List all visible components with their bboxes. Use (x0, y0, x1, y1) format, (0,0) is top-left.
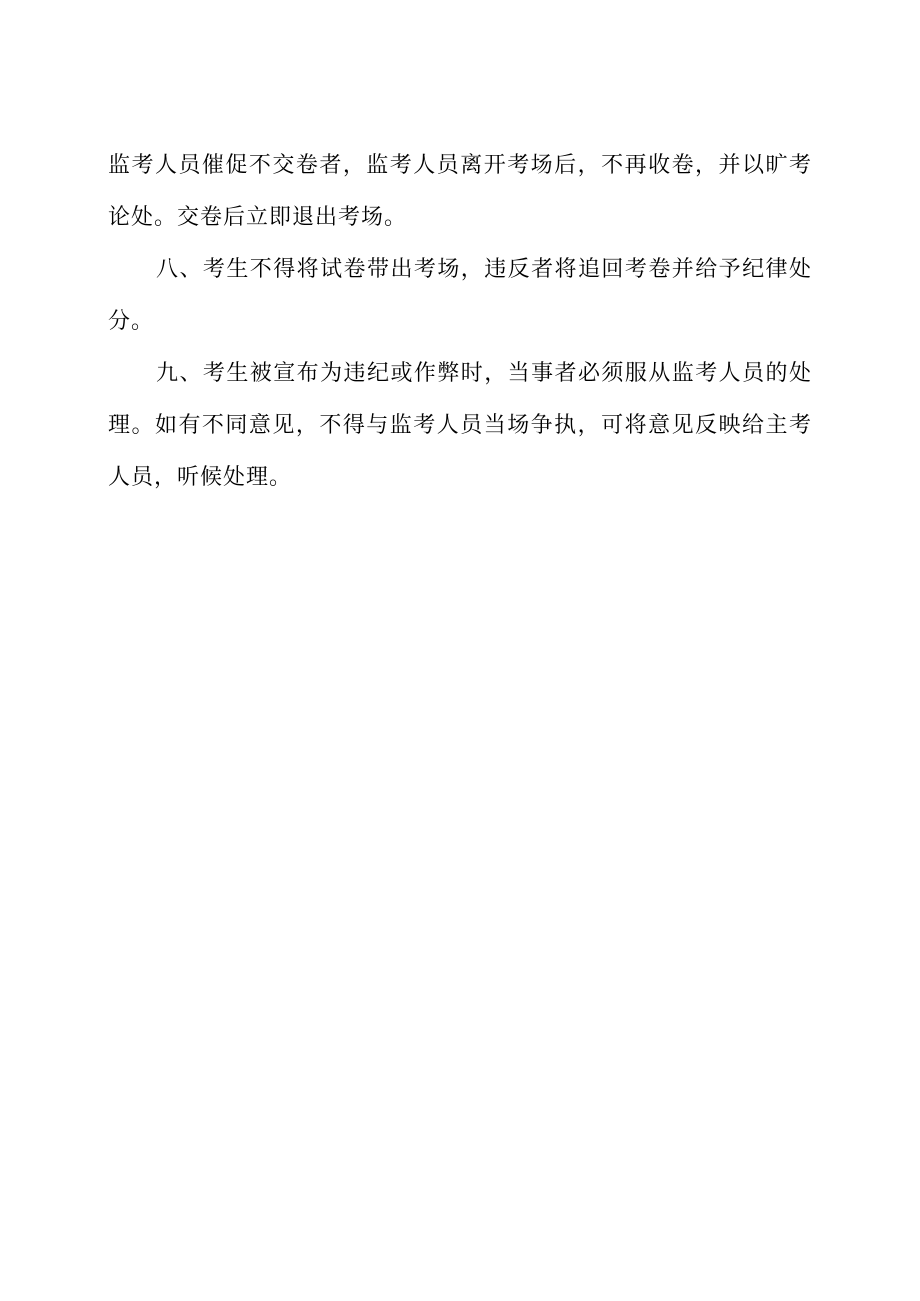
document-body (108, 140, 812, 504)
paragraph-rule-8: 八、考生不得将试卷带出考场，违反者将追回考卷并给予纪律处分。 (108, 257, 812, 334)
paragraph-rule-9: 九、考生被宣布为违纪或作弊时，当事者必须服从监考人员的处理。如有不同意见，不得与监考人员当场争执，可将意见反映给主考人员，听候处理。 (108, 361, 812, 490)
paragraph-continuation: 监考人员催促不交卷者，监考人员离开考场后，不再收卷，并以旷考论处。交卷后立即退出考场。 (108, 153, 812, 230)
